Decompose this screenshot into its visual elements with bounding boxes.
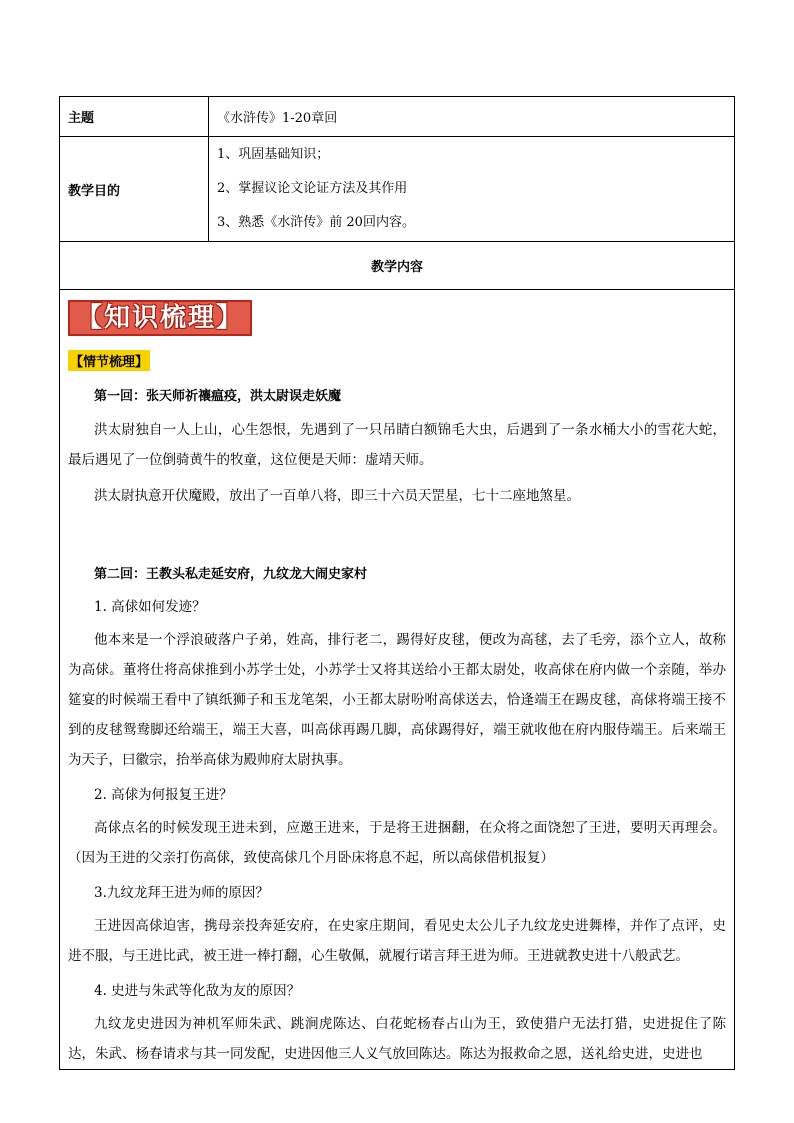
content-body xyxy=(60,290,735,1070)
answer-paragraph: 九纹龙史进因为神机军师朱武、跳涧虎陈达、白花蛇杨春占山为王，致使猎户无法打猎，史进捉住了陈达，朱武、杨春请求与其一同发配，史进因他三人义气放回陈达。陈达为报救命之恩，送礼给史进，史进也 xyxy=(68,1016,726,1062)
chapter1-paragraph: 洪太尉独自一人上山，心生怨恨，先遇到了一只吊睛白额锦毛大虫，后遇到了一条水桶大小的雪花大蛇，最后遇见了一位倒骑黄牛的牧童，这位便是天师：虚靖天师。 xyxy=(68,422,726,468)
answer-paragraph: 高俅点名的时候发现王进未到，应邀王进来，于是将王进捆翻，在众将之面饶恕了王进，要明天再理会。（因为王进的父亲打伤高俅，致使高俅几个月卧床将息不起，所以高俅借机报复） xyxy=(68,820,726,866)
chapter1-heading: 第一回：张天师祈禳瘟疫，洪太尉误走妖魔 xyxy=(94,389,342,404)
goal-item: 2、掌握议论文论证方法及其作用 xyxy=(217,181,408,196)
topic-value: 《水浒传》1-20章回 xyxy=(209,97,735,137)
goals-list xyxy=(209,137,735,242)
chapter2-heading: 第二回：王教头私走延安府，九纹龙大闹史家村 xyxy=(94,567,368,582)
content-header-row xyxy=(60,242,735,290)
goal-item: 3、熟悉《水浒传》前 20回内容。 xyxy=(217,215,415,230)
spacer xyxy=(68,511,726,549)
goal-item: 1、巩固基础知识； xyxy=(217,147,330,162)
goals-label: 教学目的 xyxy=(60,137,209,242)
goals-row xyxy=(60,137,735,242)
answer-paragraph: 王进因高俅迫害，携母亲投奔延安府，在史家庄期间，看见史太公儿子九纹龙史进舞棒，并作了点评，史进不服，与王进比武，被王进一棒打翻，心生敬佩，就履行诺言拜王进为师。王进就教史进十八般武艺。 xyxy=(68,918,726,964)
question: 2. 高俅为何报复王进？ xyxy=(94,787,233,803)
chapter1-paragraph: 洪太尉执意开伏魔殿，放出了一百单八将，即三十六员天罡星，七十二座地煞星。 xyxy=(94,488,580,504)
content-body-row xyxy=(60,290,735,1070)
topic-label: 主题 xyxy=(60,97,209,137)
question: 4. 史进与朱武等化敌为友的原因？ xyxy=(94,983,301,999)
answer-paragraph: 他本来是一个浮浪破落户子弟，姓高，排行老二，踢得好皮毬，便改为高毬，去了毛旁，添个立人，故称为高俅。董将仕将高俅推到小苏学士处，小苏学士又将其送给小王都太尉处，收高俅在府内做一个亲随，举办筵宴的时候端王看中了镇纸狮子和玉龙笔架，小王都太尉吩咐高俅送去，恰逢端王在踢皮毬，高俅将端王接不到的皮毬鸳鸯脚还给端王，端王大喜，叫高俅再踢几脚，高俅踢得好，端王就收他在府内服侍端王。后来端王为天子，曰徽宗，抬举高俅为殿帅府太尉执事。 xyxy=(68,632,726,768)
knowledge-banner: 【知识梳理】 xyxy=(68,300,252,336)
question: 1. 高俅如何发迹？ xyxy=(94,599,206,615)
section-tag: 【情节梳理】 xyxy=(68,350,150,371)
lesson-table xyxy=(59,96,735,1070)
content-header: 教学内容 xyxy=(60,242,735,290)
question: 3.九纹龙拜王进为师的原因？ xyxy=(94,885,269,901)
topic-row xyxy=(60,97,735,137)
